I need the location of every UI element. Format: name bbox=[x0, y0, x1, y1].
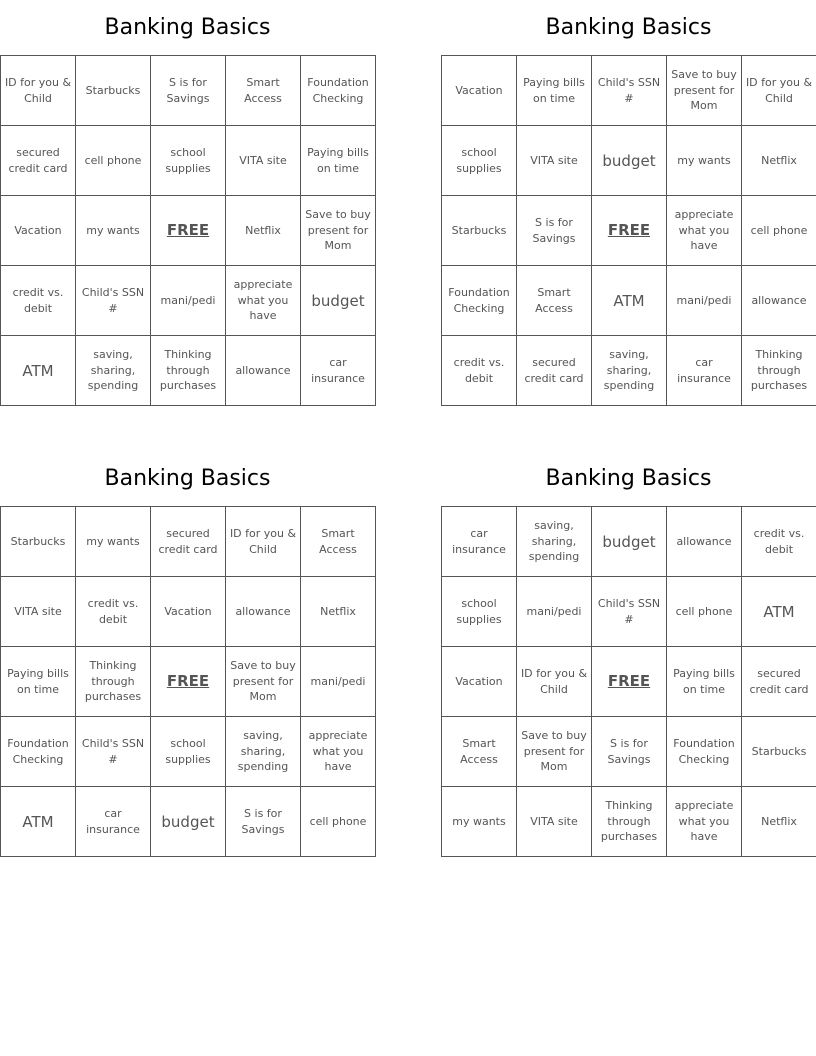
grid-cell: Paying bills on time bbox=[1, 647, 76, 717]
grid-cell: Vacation bbox=[442, 647, 517, 717]
grid-cell: Paying bills on time bbox=[667, 647, 742, 717]
grid-cell: Smart Access bbox=[301, 507, 376, 577]
grid-cell: VITA site bbox=[517, 787, 592, 857]
grid-cell: my wants bbox=[667, 126, 742, 196]
grid-cell: school supplies bbox=[151, 717, 226, 787]
grid-cell: Netflix bbox=[301, 577, 376, 647]
grid-row bbox=[1, 336, 376, 406]
grid-row bbox=[1, 126, 376, 196]
grid-row bbox=[442, 507, 816, 577]
grid-cell: Smart Access bbox=[226, 56, 301, 126]
grid-cell: Foundation Checking bbox=[442, 266, 517, 336]
grid-cell: Starbucks bbox=[76, 56, 151, 126]
grid-cell: cell phone bbox=[742, 196, 816, 266]
grid-cell: ATM bbox=[742, 577, 816, 647]
grid-cell: secured credit card bbox=[151, 507, 226, 577]
grid-cell: Netflix bbox=[742, 126, 816, 196]
grid-cell: Netflix bbox=[742, 787, 816, 857]
grid-cell: saving, sharing, spending bbox=[592, 336, 667, 406]
grid-cell: car insurance bbox=[442, 507, 517, 577]
grid-cell: ATM bbox=[592, 266, 667, 336]
grid-cell: my wants bbox=[76, 507, 151, 577]
grid-cell: ID for you & Child bbox=[226, 507, 301, 577]
grid-row bbox=[442, 196, 816, 266]
grid-row bbox=[442, 787, 816, 857]
grid-cell: school supplies bbox=[442, 577, 517, 647]
grid-row bbox=[1, 717, 376, 787]
grid-cell: car insurance bbox=[76, 787, 151, 857]
grid-cell: school supplies bbox=[151, 126, 226, 196]
grid-row bbox=[442, 126, 816, 196]
grid-row bbox=[1, 647, 376, 717]
grid-cell: Smart Access bbox=[517, 266, 592, 336]
grid-cell: VITA site bbox=[1, 577, 76, 647]
grid-cell: budget bbox=[301, 266, 376, 336]
grid-cell: car insurance bbox=[667, 336, 742, 406]
grid-cell: allowance bbox=[226, 336, 301, 406]
grid-cell: ATM bbox=[1, 787, 76, 857]
grid-row bbox=[442, 717, 816, 787]
grid-cell: my wants bbox=[442, 787, 517, 857]
grid-cell: Child's SSN # bbox=[592, 577, 667, 647]
grid-cell: Starbucks bbox=[1, 507, 76, 577]
grid-row bbox=[442, 336, 816, 406]
grid-cell: budget bbox=[592, 126, 667, 196]
bingo-grid bbox=[0, 506, 376, 857]
grid-cell: car insurance bbox=[301, 336, 376, 406]
grid-cell: Child's SSN # bbox=[76, 717, 151, 787]
grid-cell: Save to buy present for Mom bbox=[667, 56, 742, 126]
grid-cell: credit vs. debit bbox=[76, 577, 151, 647]
grid-cell: FREE bbox=[151, 196, 226, 266]
grid-cell: Vacation bbox=[442, 56, 517, 126]
bingo-card-4 bbox=[441, 451, 816, 857]
grid-cell: Save to buy present for Mom bbox=[226, 647, 301, 717]
grid-cell: S is for Savings bbox=[151, 56, 226, 126]
grid-cell: appreciate what you have bbox=[667, 787, 742, 857]
grid-cell: S is for Savings bbox=[592, 717, 667, 787]
card-title: Banking Basics bbox=[545, 15, 712, 40]
bingo-card-3 bbox=[0, 451, 375, 857]
grid-cell: appreciate what you have bbox=[301, 717, 376, 787]
grid-cell: Thinking through purchases bbox=[76, 647, 151, 717]
grid-cell: school supplies bbox=[442, 126, 517, 196]
grid-cell: Starbucks bbox=[742, 717, 816, 787]
grid-cell: secured credit card bbox=[517, 336, 592, 406]
grid-row bbox=[1, 507, 376, 577]
grid-cell: FREE bbox=[592, 647, 667, 717]
grid-row bbox=[1, 266, 376, 336]
bingo-grid bbox=[441, 506, 816, 857]
grid-cell: budget bbox=[592, 507, 667, 577]
grid-cell: Paying bills on time bbox=[301, 126, 376, 196]
grid-cell: secured credit card bbox=[1, 126, 76, 196]
grid-cell: saving, sharing, spending bbox=[517, 507, 592, 577]
grid-row bbox=[442, 647, 816, 717]
grid-cell: Thinking through purchases bbox=[742, 336, 816, 406]
grid-cell: Starbucks bbox=[442, 196, 517, 266]
card-title: Banking Basics bbox=[545, 466, 712, 491]
grid-cell: Foundation Checking bbox=[301, 56, 376, 126]
grid-cell: cell phone bbox=[76, 126, 151, 196]
grid-cell: credit vs. debit bbox=[742, 507, 816, 577]
bingo-grid bbox=[441, 55, 816, 406]
grid-cell: mani/pedi bbox=[151, 266, 226, 336]
grid-cell: budget bbox=[151, 787, 226, 857]
grid-cell: VITA site bbox=[226, 126, 301, 196]
grid-row bbox=[442, 56, 816, 126]
grid-cell: Save to buy present for Mom bbox=[301, 196, 376, 266]
bingo-card-1 bbox=[0, 0, 375, 406]
grid-cell: allowance bbox=[742, 266, 816, 336]
grid-cell: Child's SSN # bbox=[76, 266, 151, 336]
grid-cell: appreciate what you have bbox=[667, 196, 742, 266]
grid-cell: Save to buy present for Mom bbox=[517, 717, 592, 787]
grid-row bbox=[1, 56, 376, 126]
grid-cell: allowance bbox=[226, 577, 301, 647]
grid-cell: FREE bbox=[592, 196, 667, 266]
grid-cell: Netflix bbox=[226, 196, 301, 266]
grid-cell: S is for Savings bbox=[517, 196, 592, 266]
grid-cell: ATM bbox=[1, 336, 76, 406]
grid-cell: mani/pedi bbox=[667, 266, 742, 336]
grid-cell: ID for you & Child bbox=[517, 647, 592, 717]
grid-row bbox=[1, 196, 376, 266]
card-title: Banking Basics bbox=[104, 466, 271, 491]
grid-cell: ID for you & Child bbox=[742, 56, 816, 126]
grid-cell: credit vs. debit bbox=[1, 266, 76, 336]
grid-cell: FREE bbox=[151, 647, 226, 717]
grid-cell: Thinking through purchases bbox=[592, 787, 667, 857]
grid-cell: my wants bbox=[76, 196, 151, 266]
grid-cell: ID for you & Child bbox=[1, 56, 76, 126]
bingo-grid bbox=[0, 55, 376, 406]
card-title: Banking Basics bbox=[104, 15, 271, 40]
grid-row bbox=[1, 577, 376, 647]
grid-cell: Foundation Checking bbox=[667, 717, 742, 787]
grid-cell: Foundation Checking bbox=[1, 717, 76, 787]
grid-row bbox=[1, 787, 376, 857]
grid-row bbox=[442, 577, 816, 647]
grid-cell: mani/pedi bbox=[517, 577, 592, 647]
grid-cell: secured credit card bbox=[742, 647, 816, 717]
grid-cell: appreciate what you have bbox=[226, 266, 301, 336]
grid-cell: Smart Access bbox=[442, 717, 517, 787]
grid-cell: allowance bbox=[667, 507, 742, 577]
grid-cell: Child's SSN # bbox=[592, 56, 667, 126]
grid-cell: cell phone bbox=[301, 787, 376, 857]
grid-cell: Paying bills on time bbox=[517, 56, 592, 126]
grid-cell: Thinking through purchases bbox=[151, 336, 226, 406]
grid-cell: mani/pedi bbox=[301, 647, 376, 717]
grid-cell: Vacation bbox=[1, 196, 76, 266]
grid-cell: saving, sharing, spending bbox=[226, 717, 301, 787]
grid-cell: VITA site bbox=[517, 126, 592, 196]
grid-cell: S is for Savings bbox=[226, 787, 301, 857]
grid-row bbox=[442, 266, 816, 336]
grid-cell: cell phone bbox=[667, 577, 742, 647]
bingo-card-2 bbox=[441, 0, 816, 406]
grid-cell: saving, sharing, spending bbox=[76, 336, 151, 406]
grid-cell: credit vs. debit bbox=[442, 336, 517, 406]
grid-cell: Vacation bbox=[151, 577, 226, 647]
